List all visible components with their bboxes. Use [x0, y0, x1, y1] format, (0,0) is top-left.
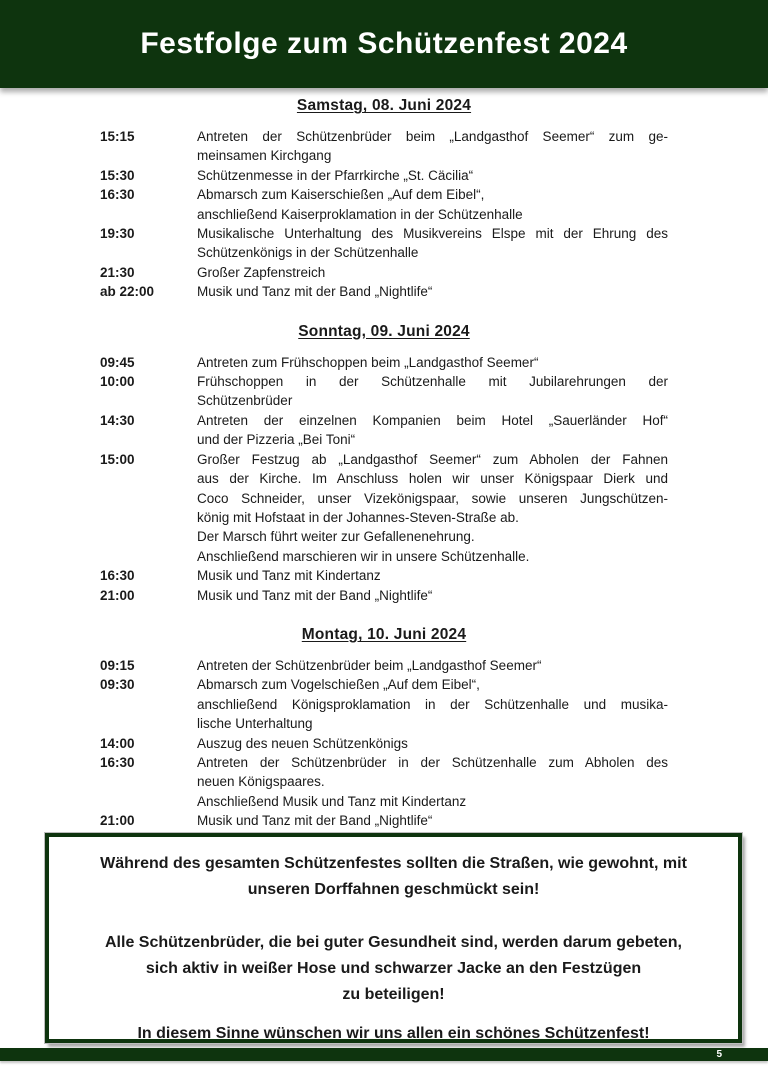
entry-description — [197, 753, 668, 811]
schedule-entry — [0, 263, 768, 282]
notice-paragraph — [63, 930, 724, 1008]
entry-time: 14:30 — [100, 412, 135, 428]
entry-description — [197, 450, 668, 566]
entry-time: 15:15 — [100, 129, 135, 144]
entry-description — [197, 734, 668, 753]
schedule-entry — [0, 811, 768, 830]
schedule — [0, 88, 768, 831]
schedule-entry — [0, 586, 768, 605]
entry-description — [197, 372, 668, 411]
entry-description — [197, 282, 668, 301]
entry-time: 21:30 — [100, 264, 135, 280]
schedule-entry — [0, 127, 768, 166]
entry-line: Schützenmesse in der Pfarrkirche „St. Cäcilia“ — [197, 167, 474, 183]
entry-line: Schützenkönigs in der Schützenhalle — [197, 245, 419, 261]
schedule-entry — [0, 734, 768, 753]
entry-line: Antreten der Schützenbrüder in der Schützenhalle zum Abholen des — [197, 754, 668, 770]
entry-line: anschließend Kaiserproklamation in der Schützenhalle — [197, 206, 523, 222]
entry-description — [197, 675, 668, 733]
entry-line: Abmarsch zum Kaiserschießen „Auf dem Eibel“, — [197, 187, 485, 203]
entry-description — [197, 353, 668, 372]
entry-line: Musik und Tanz mit der Band „Nightlife“ — [197, 587, 433, 603]
entry-description — [197, 263, 668, 282]
entry-line: Antreten der einzelnen Kompanien beim Hotel „Sauerländer Hof“ — [197, 412, 668, 428]
entry-description — [197, 656, 668, 675]
entry-time: 16:30 — [100, 568, 135, 584]
notice-line: Während des gesamten Schützenfestes sollten die Straßen, wie gewohnt, mit — [100, 855, 687, 872]
entry-description — [197, 127, 668, 166]
day-heading: Sonntag, 09. Juni 2024 — [298, 322, 470, 340]
entry-line: Antreten zum Frühschoppen beim „Landgasthof Seemer“ — [197, 354, 539, 370]
notice-line: zu beteiligen! — [342, 986, 445, 1003]
entry-time: 21:00 — [100, 813, 135, 829]
notice-line: sich aktiv in weißer Hose und schwarzer Jacke an den Festzügen — [145, 960, 642, 977]
notice-paragraph — [63, 1021, 724, 1047]
entry-line: und der Pizzeria „Bei Toni“ — [197, 432, 356, 448]
entry-time: 09:15 — [100, 657, 135, 673]
entry-time: 21:00 — [100, 587, 135, 603]
entry-time: 14:00 — [100, 735, 135, 751]
schedule-entry — [0, 450, 768, 566]
footer-bar — [0, 1048, 768, 1061]
entry-list — [0, 127, 768, 302]
entry-time: 16:30 — [100, 187, 135, 203]
notice-box — [45, 833, 742, 1043]
day-section — [0, 97, 768, 302]
entry-line: Anschließend Musik und Tanz mit Kindertanz — [197, 793, 467, 809]
notice-line: In diesem Sinne wünschen wir uns allen ein schönes Schützenfest! — [137, 1025, 650, 1042]
day-section — [0, 323, 768, 605]
schedule-entry — [0, 372, 768, 411]
entry-line: Musikalische Unterhaltung des Musikvereins Elspe mit der Ehrung des — [197, 226, 668, 242]
schedule-entry — [0, 353, 768, 372]
notice-line: unseren Dorffahnen geschmückt sein! — [247, 881, 540, 898]
entry-time: 15:30 — [100, 167, 135, 183]
entry-description — [197, 185, 668, 224]
entry-time: 09:30 — [100, 677, 135, 693]
entry-description — [197, 224, 668, 263]
entry-line: könig mit Hofstaat in der Johannes-Steven-Straße ab. — [197, 509, 519, 525]
entry-description — [197, 566, 668, 585]
entry-line: Coco Schneider, unser Vizekönigspaar, sowie unseren Jungschützen- — [197, 490, 668, 506]
entry-line: Antreten der Schützenbrüder beim „Landgasthof Seemer“ — [197, 657, 542, 673]
entry-list — [0, 353, 768, 605]
entry-time: 19:30 — [100, 226, 135, 242]
entry-time: ab 22:00 — [100, 284, 155, 300]
entry-line: Musik und Tanz mit der Band „Nightlife“ — [197, 813, 433, 829]
entry-line: Antreten der Schützenbrüder beim „Landgasthof Seemer“ zum ge- — [197, 129, 668, 144]
header-banner — [0, 0, 768, 88]
page-number: 5 — [716, 1049, 722, 1060]
schedule-entry — [0, 753, 768, 811]
entry-line: Der Marsch führt weiter zur Gefallenenehrung. — [197, 529, 475, 545]
entry-line: meinsamen Kirchgang — [197, 148, 332, 164]
entry-time: 16:30 — [100, 754, 135, 770]
notice-paragraph — [63, 851, 724, 903]
entry-line: Musik und Tanz mit der Band „Nightlife“ — [197, 284, 433, 300]
schedule-entry — [0, 566, 768, 585]
page-title: Festfolge zum Schützenfest 2024 — [140, 27, 628, 60]
schedule-entry — [0, 675, 768, 733]
schedule-entry — [0, 224, 768, 263]
notice-box-content — [63, 851, 724, 1047]
entry-description — [197, 411, 668, 450]
entry-time: 09:45 — [100, 354, 135, 370]
entry-line: anschließend Königsproklamation in der Schützenhalle und musika- — [197, 696, 668, 712]
schedule-entry — [0, 656, 768, 675]
day-heading: Samstag, 08. Juni 2024 — [296, 97, 472, 114]
entry-line: Großer Festzug ab „Landgasthof Seemer“ zum Abholen der Fahnen — [197, 451, 668, 467]
day-heading: Montag, 10. Juni 2024 — [301, 625, 467, 643]
schedule-entry — [0, 411, 768, 450]
entry-line: Frühschoppen in der Schützenhalle mit Jubilarehrungen der — [197, 374, 668, 390]
entry-line: Auszug des neuen Schützenkönigs — [197, 735, 408, 751]
entry-line: Anschließend marschieren wir in unsere Schützenhalle. — [197, 548, 530, 564]
entry-description — [197, 811, 668, 830]
entry-line: aus der Kirche. Im Anschluss holen wir unser Königspaar Dierk und — [197, 471, 668, 487]
schedule-entry — [0, 166, 768, 185]
entry-description — [197, 166, 668, 185]
entry-line: Großer Zapfenstreich — [197, 264, 326, 280]
day-section — [0, 626, 768, 831]
entry-line: Abmarsch zum Vogelschießen „Auf dem Eibel“, — [197, 677, 480, 693]
schedule-entry — [0, 185, 768, 224]
schedule-entry — [0, 282, 768, 301]
entry-line: lische Unterhaltung — [197, 716, 313, 732]
entry-list — [0, 656, 768, 831]
entry-time: 15:00 — [100, 451, 135, 467]
entry-description — [197, 586, 668, 605]
entry-time: 10:00 — [100, 374, 135, 390]
notice-line: Alle Schützenbrüder, die bei guter Gesundheit sind, werden darum gebeten, — [105, 934, 682, 951]
entry-line: Musik und Tanz mit Kindertanz — [197, 568, 381, 584]
entry-line: neuen Königspaares. — [197, 774, 325, 790]
entry-line: Schützenbrüder — [197, 393, 293, 409]
